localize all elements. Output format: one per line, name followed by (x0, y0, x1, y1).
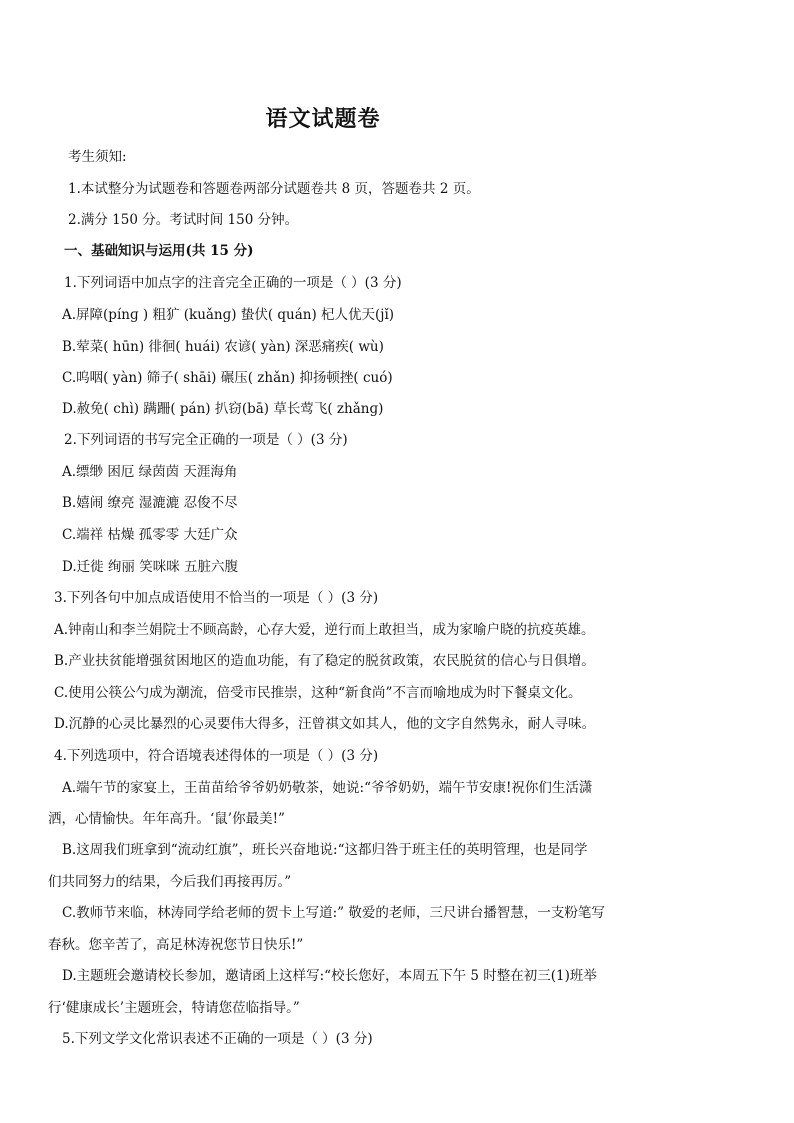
question-stem: 5.下列文学文化常识表述不正确的一项是（ ）(3 分) (62, 1031, 373, 1047)
option-c: C.教师节来临，林涛同学给老师的贺卡上写道:” 敬爱的老师，三尺讲台播智慧，一支粉笔写 (62, 905, 605, 921)
notice-item: 1.本试整分为试题卷和答题卷两部分试题卷共 8 页，答题卷共 2 页。 (68, 181, 480, 197)
question-stem: 2.下列词语的书写完全正确的一项是（ ）(3 分) (64, 432, 348, 448)
option-d: D.迁徙 绚丽 笑咪咪 五脏六腹 (62, 559, 239, 575)
option-d: D.沉静的心灵比暴烈的心灵要伟大得多，汪曾祺文如其人，他的文字自然隽永，耐人寻味。 (54, 716, 596, 732)
option-d: D.主题班会邀请校长参加，邀请函上这样写:“校长您好，本周五下午 5 时整在初三(1)班举 (62, 968, 597, 984)
question-stem: 1.下列词语中加点字的注音完全正确的一项是（ ）(3 分) (64, 275, 402, 291)
option-b-continued: 们共同努力的结果，今后我们再接再厉。” (48, 874, 292, 890)
option-a: A.钟南山和李兰娟院士不顾高龄，心存大爱，逆行而上敢担当，成为家喻户晓的抗疫英雄。 (54, 622, 595, 638)
option-b: B.嬉闹 缭亮 湿漉漉 忍俊不尽 (62, 495, 238, 511)
option-c-continued: 春秋。您辛苦了，高足林涛祝您节日快乐!” (48, 937, 304, 953)
option-b: B.这周我们班拿到“流动红旗”，班长兴奋地说:“这都归咎于班主任的英明管理，也是同学 (62, 842, 588, 858)
page-title: 语文试题卷 (265, 106, 381, 132)
notice-heading: 考生须知: (68, 149, 127, 165)
option-a: A.屏障(pínɡ ) 粗犷 (kuǎnɡ) 蛰伏( quán) 杞人优天(jǐ) (62, 307, 395, 323)
notice-item: 2.满分 150 分。考试时间 150 分钟。 (68, 212, 299, 228)
option-a: A.端午节的家宴上，王苗苗给爷爷奶奶敬茶，她说:“爷爷奶奶，端午节安康!祝你们生活潇 (62, 780, 593, 796)
option-c: C.使用公筷公勺成为潮流，倍受市民推崇，这种“新食尚”不言而喻地成为时下餐桌文化。 (54, 685, 582, 701)
option-d-continued: 行‘健康成长’主题班会，特请您莅临指导。” (48, 1000, 300, 1016)
option-c: C.呜咽( yàn) 筛子( shāi) 碾压( zhǎn) 抑扬顿挫( cuó) (62, 370, 393, 386)
question-stem: 3.下列各句中加点成语使用不恰当的一项是（ ）(3 分) (54, 590, 379, 606)
option-c: C.端祥 枯燥 孤零零 大廷广众 (62, 527, 238, 543)
question-stem: 4.下列选项中，符合语境表述得体的一项是（ ）(3 分) (54, 748, 379, 764)
option-a: A.缥缈 困厄 绿茵茵 天涯海角 (62, 464, 238, 480)
section-title: 一、基础知识与运用(共 15 分) (64, 243, 254, 259)
option-b: B.荤菜( hūn) 徘徊( huái) 农谚( yàn) 深恶痛疾( wù) (62, 339, 384, 355)
option-b: B.产业扶贫能增强贫困地区的造血功能，有了稳定的脱贫政策，农民脱贫的信心与日俱增。 (54, 653, 595, 669)
option-d: D.赦免( chì) 蹒跚( pán) 扒窃(bā) 草长莺飞( zhǎnɡ) (62, 401, 384, 417)
option-a-continued: 洒，心情愉快。年年高升。‘鼠’你最美!” (48, 811, 285, 827)
